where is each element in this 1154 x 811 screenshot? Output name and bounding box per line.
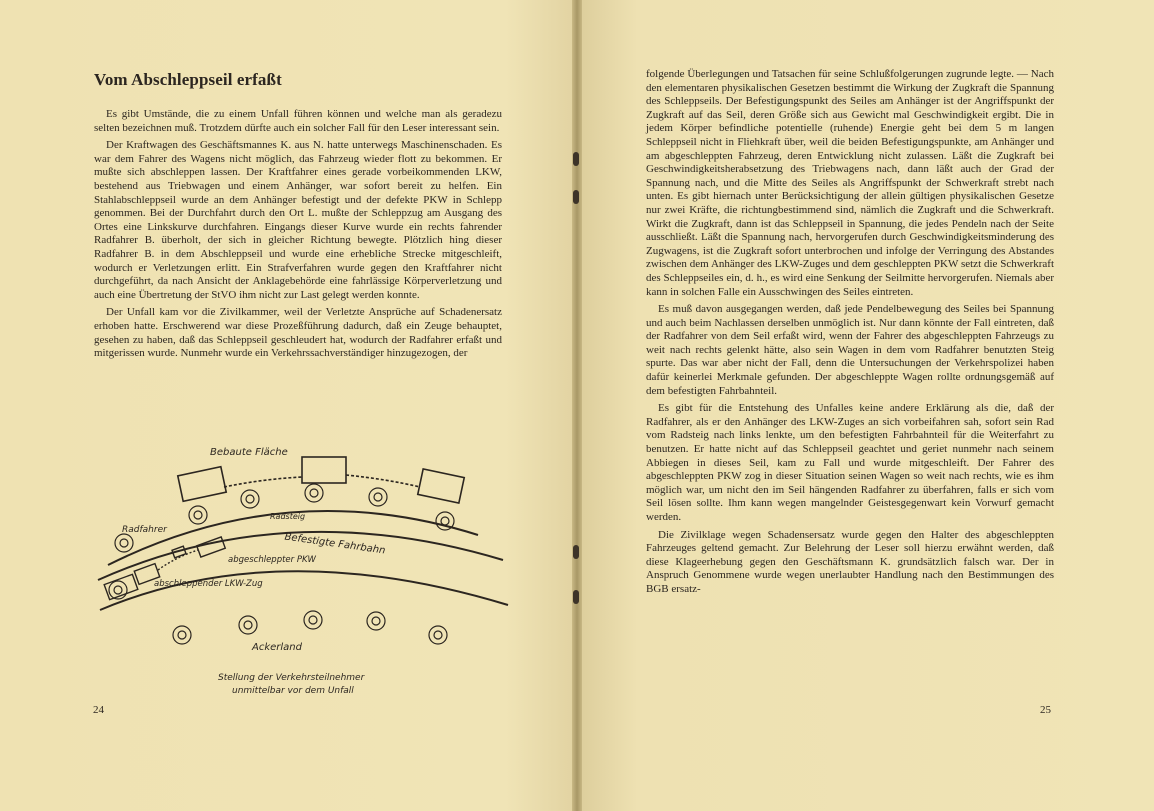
paragraph: Die Zivilklage wegen Schadensersatz wurde gegen den Halter des abgeschleppten Fahrzeuges geltend gemacht. Zur Belehrung der Leser soll hierzu erwähnt werden, daß diese Klageerhebung gegen den Geschäftsmann K. grundsätzlich falsch war. Der in Anspruch Genommene wurde wegen unerlaubter Handlung nach den Bestimmungen des BGB ersatz- bbox=[646, 528, 1054, 595]
label-bebaute-flaeche: Bebaute Fläche bbox=[210, 447, 288, 458]
page-number-left: 24 bbox=[93, 704, 104, 716]
label-fahrbahn: Befestigte Fahrbahn bbox=[283, 531, 387, 557]
paragraph: Es muß davon ausgegangen werden, daß jede Pendelbewegung des Seiles bei Spannung und auch beim Nachlassen derselben unmöglich ist. Nur dann könnte der Fall eintreten, daß der Radfahrer von dem Seil erfaßt wird, wenn der Fahrer des abgeschleppten Fahrzeugs zu weit nach rechts gelenkt hätte, also sein Wagen in dem vom Radfahrer benutzten Steig spurte. Das war aber nicht der Fall, denn die Untersuchungen der Verkehrspolizei haben dafür keinerlei Merkmale gefunden. Der abgeschleppte Wagen rollte ordnungsgemäß auf dem befestigten Fahrbahnteil. bbox=[646, 303, 1054, 397]
paragraph: Es gibt für die Entstehung des Unfalles keine andere Erklärung als die, daß der Radfahrer, als er den Anhänger des LKW-Zuges an sich vorbeifahren sah, sofort sein Rad vom Radsteig nach links lenkte, um den befestigten Fahrbahnteil für die Weiterfahrt zu benutzen. Er hatte nicht auf das Schleppseil geachtet und geriet nunmehr nach seinem Abbiegen in dieses Seil, kam zu Fall und wurde mitgeschleift. Der Fahrer des abgeschleppten PKW zog in dieser Situation seinen Wagen so weit nach rechts, wie es ihm möglich war, um nicht den im Seil hängenden Radfahrer zu überfahren, falls er sich vom Seil lösen sollte. Ihm kann wegen mangelnder Geistesgegenwart kein Vorwurf gemacht werden. bbox=[646, 402, 1054, 523]
label-pkw: abgeschleppter PKW bbox=[228, 555, 316, 565]
accident-diagram bbox=[88, 435, 518, 705]
caption-line-1: Stellung der Verkehrsteilnehmer bbox=[218, 673, 365, 683]
label-ackerland: Ackerland bbox=[252, 642, 302, 653]
paragraph: Es gibt Umstände, die zu einem Unfall führen können und welche man als geradezu selten bezeichnen muß. Trotzdem dürfte auch ein solcher Fall für den Leser interessant sein. bbox=[94, 108, 502, 134]
label-lkw: abschleppender LKW-Zug bbox=[154, 579, 263, 589]
paragraph: folgende Überlegungen und Tatsachen für seine Schlußfolgerungen zugrunde legte. — Nach den elementaren physikalischen Gesetzen bestimmt die Wirkung der Zugkraft die Spannung des Schleppseils. Der Befestigungspunkt des Seiles am Anhänger ist der Angriffspunkt der Zugkraft auf das Seil, deren Größe sich aus Gewicht mal Geschwindigkeit ergibt. Die in jedem Körper befindliche potentielle (ruhende) Energie geht bei dem 5 m langen Schleppseil nicht in Fliehkraft über, weil die beiden Befestigungspunkte, am Anhänger und am abgeschleppten Fahrzeug, deren Entwicklung nicht zulassen. Läßt die Zugkraft bei Geschwindigkeitsherabsetzung des Triebwagens nach, dann läßt auch der Grad der Spannung nach, und die Mitte des Seiles als Angriffspunkt der Schwerkraft strebt nach unten. Es gibt hiernach unter Berücksichtigung der allein gültigen physikalischen Gesetze nur zwei Kräfte, die richtungbestimmend sind, nämlich die Zugkraft und die Schwerkraft. Wirkt die Zugkraft, dann ist das Schleppseil in Spannung, die jedes Pendeln nach der Seite ausschließt. Läßt die Spannung nach, hervorgerufen durch Geschwindigkeitsminderung des Zugwagens, ist die Zugkraft sofort unterbrochen und infolge der Verringung des Abstandes zwischen dem Anhänger des LKW-Zuges und dem geschleppten PKW setzt die Schwerkraft des Schleppseiles ein, d. h., es wird eine Senkung der Seilmitte hervorgerufen. Niemals aber kann in solchen Falle ein Ausschwingen des Seiles eintreten. bbox=[646, 68, 1054, 298]
label-radfahrer: Radfahrer bbox=[122, 525, 167, 535]
label-radsteig: Radsteig bbox=[270, 512, 306, 521]
article-title: Vom Abschleppseil erfaßt bbox=[94, 70, 282, 89]
buildings bbox=[178, 457, 464, 503]
paragraph: Der Kraftwagen des Geschäftsmannes K. aus N. hatte unterwegs Maschinenschaden. Es war dem Fahrer des Wagens nicht möglich, das Fahrzeug wieder flott zu bekommen. Er mußte sich abschleppen lassen. Der Kraftfahrer eines gerade vorbeikommenden LKW, bestehend aus Triebwagen und einem Anhänger, war sofort bereit zu helfen. Ein Stahlabschleppseil wurde an dem Anhänger befestigt und der defekte PKW in Schlepp genommen. Bei der Durchfahrt durch den Ort L. mußte der Schleppzug am Ausgang des Ortes eine Linkskurve durchfahren. Eingangs dieser Kurve wurde ein rechts fahrender Radfahrer B. überholt, der sich in gleicher Richtung bewegte. Plötzlich hing dieser Radfahrer B. in dem Abschleppseil und wurde eine erhebliche Strecke mitgeschleift, wodurch er Verletzungen erlitt. Ein Strafverfahren wurde gegen den Kraftfahrer nicht durchgeführt, da nach Ansicht der Anklagebehörde eine fahrlässige Körperverletzung und auch eine Übertretung der StVO ihm nicht zur Last gelegt werden konnte. bbox=[94, 139, 502, 301]
right-page-text bbox=[646, 68, 1054, 601]
left-page-text bbox=[94, 108, 502, 365]
paragraph: Der Unfall kam vor die Zivilkammer, weil der Verletzte Ansprüche auf Schadenersatz erhoben hatte. Erschwerend war diese Prozeßführung dadurch, daß ein Zeuge behauptet, gesehen zu haben, daß das Schleppseil geschleudert hat, wodurch der Radfahrer erfaßt und mitgerissen wurde. Nunmehr wurde ein Verkehrssachverständiger hinzugezogen, der bbox=[94, 306, 502, 360]
caption-line-2: unmittelbar vor dem Unfall bbox=[232, 686, 354, 696]
page-number-right: 25 bbox=[1040, 704, 1051, 716]
book-gutter bbox=[572, 0, 582, 811]
